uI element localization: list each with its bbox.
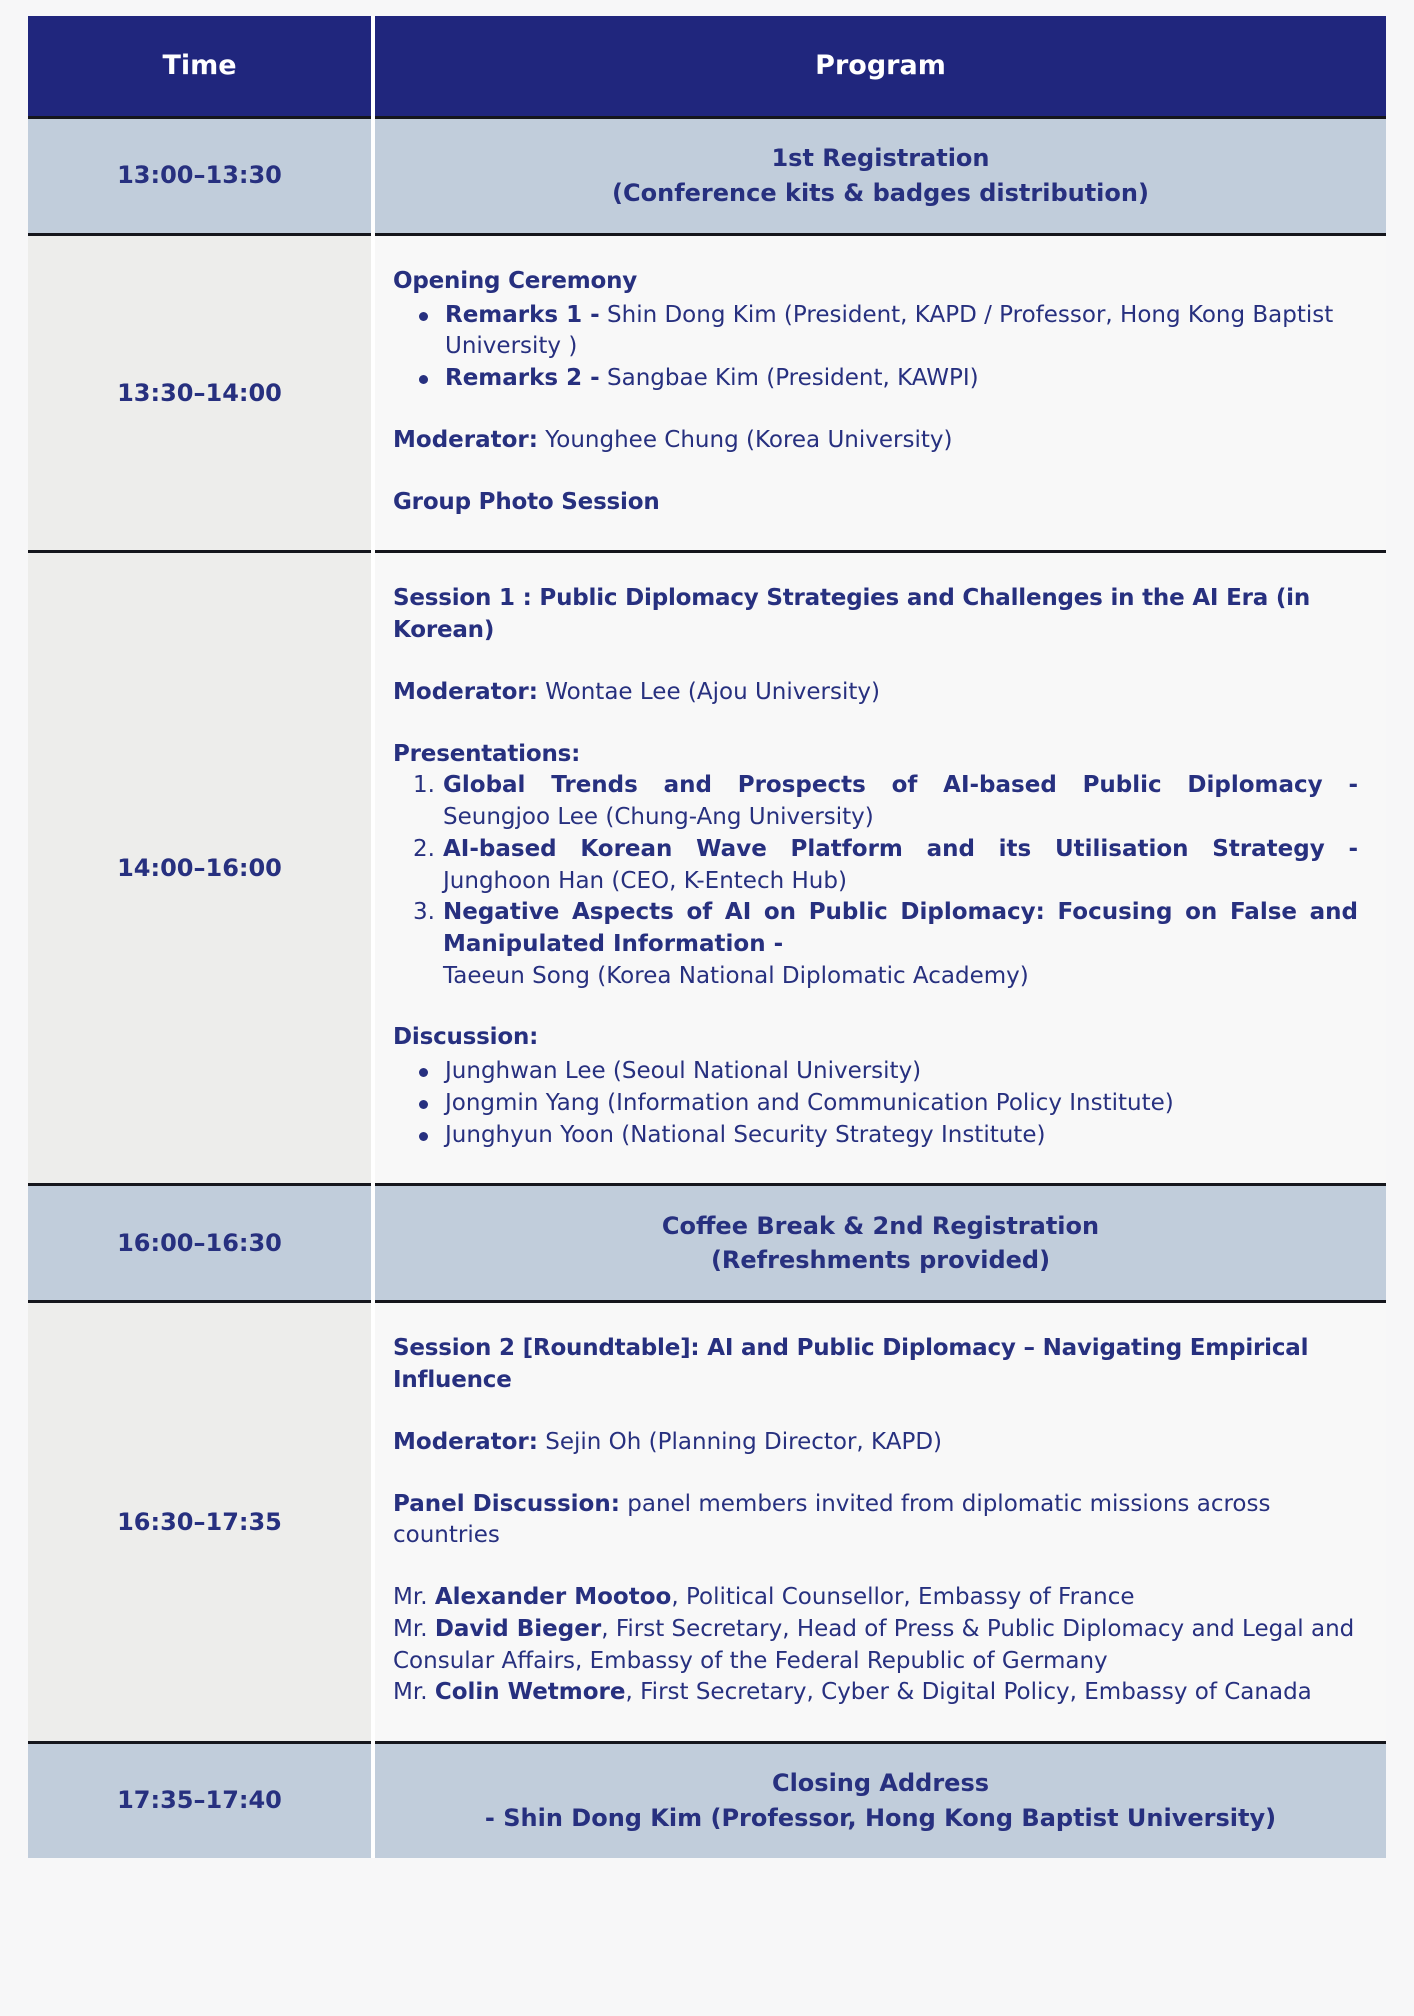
- program-cell: [375, 233, 1386, 550]
- time-column-header: Time: [28, 16, 371, 116]
- presentation-number: 3.: [413, 899, 435, 926]
- moderator-line: [393, 1427, 1358, 1459]
- panel-discussion-label: Panel Discussion:: [393, 1490, 620, 1517]
- panelist-role: , First Secretary, Head of Press & Public Diplomacy and Legal and Consular Affairs, Embassy of the Federal Republic of Germany: [393, 1615, 1355, 1674]
- program-cell: [375, 116, 1386, 233]
- row-session-1: [28, 550, 1386, 1183]
- moderator-name: Sejin Oh (Planning Director, KAPD): [545, 1428, 943, 1455]
- opening-ceremony-heading: Opening Ceremony: [393, 268, 638, 294]
- panelist-prefix: Mr.: [393, 1615, 428, 1642]
- moderator-label: Moderator:: [393, 426, 538, 453]
- panelist: [393, 1582, 1358, 1614]
- presentation-title: AI-based Korean Wave Platform and its Utilisation Strategy -: [443, 835, 1358, 862]
- moderator-label: Moderator:: [393, 1428, 538, 1455]
- discussants-list: [393, 1056, 1358, 1151]
- panelist: [393, 1614, 1358, 1677]
- presentation-speaker: Junghoon Han (CEO, K-Entech Hub): [443, 867, 847, 894]
- presentation-item: [393, 834, 1358, 897]
- time-cell: 16:30–17:35: [28, 1300, 371, 1741]
- row-opening-ceremony: [28, 233, 1386, 550]
- presentation-title: Global Trends and Prospects of AI-based Public Diplomacy -: [443, 772, 1358, 799]
- discussion-label: Discussion:: [393, 1024, 539, 1051]
- program-cell: [375, 550, 1386, 1183]
- row-coffee-break: [28, 1183, 1386, 1300]
- row-registration: [28, 116, 1386, 233]
- row-closing-address: [28, 1741, 1386, 1858]
- moderator-label: Moderator:: [393, 678, 538, 705]
- panelists-block: [393, 1582, 1358, 1709]
- presentation-speaker: Seungjoo Lee (Chung-Ang University): [443, 804, 874, 831]
- moderator-name: Wontae Lee (Ajou University): [545, 678, 880, 705]
- row-session-2: [28, 1300, 1386, 1741]
- presentations-block: [393, 739, 1358, 993]
- panel-discussion-text: panel members invited from diplomatic missions across countries: [393, 1490, 1271, 1549]
- presentations-label: Presentations:: [393, 740, 581, 767]
- remarks-speaker: Sangbae Kim (President, KAWPI): [607, 365, 979, 392]
- remarks-speaker: Shin Dong Kim (President, KAPD / Professor, Hong Kong Baptist University ): [445, 301, 1334, 360]
- closing-address-title: Closing Address: [771, 1769, 990, 1798]
- moderator-name: Younghee Chung (Korea University): [545, 426, 953, 453]
- coffee-break-title: Coffee Break & 2nd Registration: [661, 1211, 1100, 1240]
- program-cell: [375, 1741, 1386, 1858]
- discussant: Junghyun Yoon (National Security Strategy Institute): [393, 1120, 1358, 1152]
- remarks-label: Remarks 2 -: [445, 365, 600, 392]
- time-cell: 13:30–14:00: [28, 233, 371, 550]
- panelist-prefix: Mr.: [393, 1679, 428, 1706]
- opening-ceremony-block: [393, 266, 1358, 395]
- moderator-line: [393, 425, 1358, 457]
- discussant: Jongmin Yang (Information and Communication Policy Institute): [393, 1088, 1358, 1120]
- session-1-title: Session 1 : Public Diplomacy Strategies and Challenges in the AI Era (in Korean): [393, 585, 1311, 644]
- time-cell: 16:00–16:30: [28, 1183, 371, 1300]
- program-cell: [375, 1183, 1386, 1300]
- moderator-line: [393, 677, 1358, 709]
- program-cell: [375, 1300, 1386, 1741]
- panelist-prefix: Mr.: [393, 1584, 428, 1611]
- registration-title: 1st Registration: [771, 144, 990, 173]
- program-column-header: Program: [375, 16, 1386, 116]
- presentation-title: Negative Aspects of AI on Public Diplomacy: Focusing on False and Manipulated Information -: [443, 899, 1358, 958]
- panelist-name: David Bieger: [434, 1615, 602, 1642]
- group-photo-session: Group Photo Session: [393, 488, 660, 515]
- closing-address-speaker: - Shin Dong Kim (Professor, Hong Kong Baptist University): [484, 1804, 1277, 1833]
- presentation-number: 1.: [413, 772, 435, 799]
- time-cell: 13:00–13:30: [28, 116, 371, 233]
- panelist-role: , First Secretary, Cyber & Digital Policy, Embassy of Canada: [625, 1679, 1312, 1706]
- panel-discussion-line: [393, 1489, 1358, 1552]
- registration-subtitle: (Conference kits & badges distribution): [612, 179, 1149, 207]
- presentation-item: [393, 770, 1358, 833]
- time-cell: 14:00–16:00: [28, 550, 371, 1183]
- discussion-block: [393, 1022, 1358, 1151]
- remarks-item: [393, 363, 1358, 395]
- panelist-name: Colin Wetmore: [434, 1679, 626, 1706]
- presentation-number: 2.: [413, 835, 435, 862]
- session-2-title: Session 2 [Roundtable]: AI and Public Diplomacy – Navigating Empirical Influence: [393, 1335, 1309, 1394]
- presentation-item: [393, 897, 1358, 992]
- panelist-role: , Political Counsellor, Embassy of France: [671, 1584, 1135, 1611]
- coffee-break-subtitle: (Refreshments provided): [710, 1246, 1051, 1275]
- remarks-item: [393, 300, 1358, 363]
- remarks-label: Remarks 1 -: [445, 301, 600, 328]
- panelist: [393, 1677, 1358, 1709]
- time-cell: 17:35–17:40: [28, 1741, 371, 1858]
- remarks-list: [393, 300, 1358, 395]
- discussant: Junghwan Lee (Seoul National University): [393, 1056, 1358, 1088]
- program-table: [28, 16, 1386, 1858]
- panelist-name: Alexander Mootoo: [434, 1584, 672, 1611]
- header-row: [28, 16, 1386, 116]
- presentation-speaker: Taeeun Song (Korea National Diplomatic Academy): [443, 962, 1029, 989]
